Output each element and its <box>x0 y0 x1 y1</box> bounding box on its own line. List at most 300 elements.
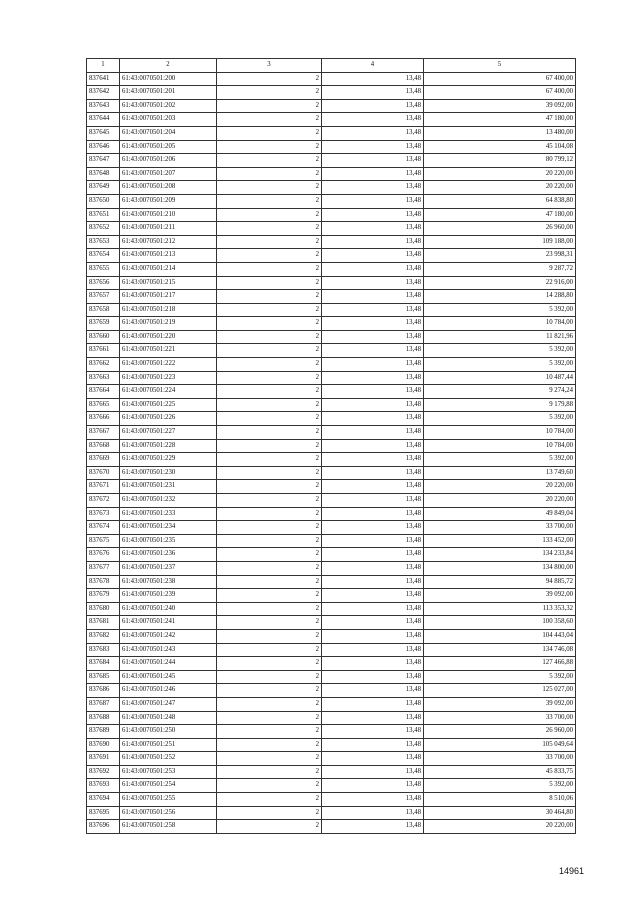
cadastral-number-cell: 61:43:0070501:220 <box>120 330 217 344</box>
row-number-cell: 837685 <box>87 670 120 684</box>
zone-code-cell: 2 <box>217 453 322 467</box>
cadastral-number-cell: 61:43:0070501:214 <box>120 262 217 276</box>
cadastral-number-cell: 61:43:0070501:229 <box>120 453 217 467</box>
table-row <box>87 507 576 521</box>
row-number-cell: 837649 <box>87 181 120 195</box>
row-number-cell: 837659 <box>87 317 120 331</box>
zone-code-cell: 2 <box>217 480 322 494</box>
row-number-cell: 837696 <box>87 820 120 834</box>
zone-code-cell: 2 <box>217 426 322 440</box>
table-row <box>87 657 576 671</box>
table-row <box>87 480 576 494</box>
zone-code-cell: 2 <box>217 738 322 752</box>
cadastral-number-cell: 61:43:0070501:243 <box>120 643 217 657</box>
rate-value-cell: 13,48 <box>322 208 424 222</box>
zone-code-cell: 2 <box>217 534 322 548</box>
row-number-cell: 837688 <box>87 711 120 725</box>
rate-value-cell: 13,48 <box>322 453 424 467</box>
cadastral-value-cell: 20 220,00 <box>424 181 576 195</box>
table-body <box>87 72 576 833</box>
cadastral-value-table <box>86 58 576 834</box>
row-number-cell: 837672 <box>87 494 120 508</box>
rate-value-cell: 13,48 <box>322 249 424 263</box>
zone-code-cell: 2 <box>217 670 322 684</box>
cadastral-number-cell: 61:43:0070501:240 <box>120 602 217 616</box>
table-row <box>87 344 576 358</box>
cadastral-value-cell: 26 960,00 <box>424 725 576 739</box>
row-number-cell: 837651 <box>87 208 120 222</box>
cadastral-number-cell: 61:43:0070501:211 <box>120 222 217 236</box>
rate-value-cell: 13,48 <box>322 752 424 766</box>
table-row <box>87 561 576 575</box>
zone-code-cell: 2 <box>217 385 322 399</box>
table-row <box>87 711 576 725</box>
zone-code-cell: 2 <box>217 521 322 535</box>
zone-code-cell: 2 <box>217 697 322 711</box>
rate-value-cell: 13,48 <box>322 222 424 236</box>
row-number-cell: 837668 <box>87 439 120 453</box>
zone-code-cell: 2 <box>217 276 322 290</box>
rate-value-cell: 13,48 <box>322 113 424 127</box>
zone-code-cell: 2 <box>217 317 322 331</box>
row-number-cell: 837653 <box>87 235 120 249</box>
rate-value-cell: 13,48 <box>322 167 424 181</box>
cadastral-value-cell: 100 358,60 <box>424 616 576 630</box>
table-row <box>87 779 576 793</box>
cadastral-number-cell: 61:43:0070501:206 <box>120 154 217 168</box>
cadastral-number-cell: 61:43:0070501:218 <box>120 303 217 317</box>
cadastral-number-cell: 61:43:0070501:221 <box>120 344 217 358</box>
rate-value-cell: 13,48 <box>322 358 424 372</box>
table-header-row <box>87 59 576 73</box>
row-number-cell: 837648 <box>87 167 120 181</box>
cadastral-number-cell: 61:43:0070501:225 <box>120 398 217 412</box>
table-row <box>87 643 576 657</box>
rate-value-cell: 13,48 <box>322 303 424 317</box>
rate-value-cell: 13,48 <box>322 643 424 657</box>
row-number-cell: 837679 <box>87 589 120 603</box>
cadastral-value-cell: 45 833,75 <box>424 765 576 779</box>
zone-code-cell: 2 <box>217 140 322 154</box>
cadastral-number-cell: 61:43:0070501:230 <box>120 466 217 480</box>
zone-code-cell: 2 <box>217 684 322 698</box>
row-number-cell: 837665 <box>87 398 120 412</box>
rate-value-cell: 13,48 <box>322 684 424 698</box>
page-number: 14961 <box>558 866 584 876</box>
cadastral-value-cell: 67 400,00 <box>424 86 576 100</box>
zone-code-cell: 2 <box>217 643 322 657</box>
zone-code-cell: 2 <box>217 779 322 793</box>
rate-value-cell: 13,48 <box>322 725 424 739</box>
rate-value-cell: 13,48 <box>322 412 424 426</box>
table-row <box>87 317 576 331</box>
row-number-cell: 837646 <box>87 140 120 154</box>
zone-code-cell: 2 <box>217 113 322 127</box>
cadastral-number-cell: 61:43:0070501:253 <box>120 765 217 779</box>
cadastral-value-cell: 133 452,00 <box>424 534 576 548</box>
table-row <box>87 426 576 440</box>
zone-code-cell: 2 <box>217 602 322 616</box>
row-number-cell: 837689 <box>87 725 120 739</box>
table-row <box>87 398 576 412</box>
zone-code-cell: 2 <box>217 657 322 671</box>
cadastral-value-cell: 5 392,00 <box>424 453 576 467</box>
rate-value-cell: 13,48 <box>322 494 424 508</box>
row-number-cell: 837671 <box>87 480 120 494</box>
zone-code-cell: 2 <box>217 711 322 725</box>
cadastral-number-cell: 61:43:0070501:210 <box>120 208 217 222</box>
cadastral-value-cell: 13 749,60 <box>424 466 576 480</box>
zone-code-cell: 2 <box>217 494 322 508</box>
cadastral-number-cell: 61:43:0070501:202 <box>120 99 217 113</box>
table-row <box>87 262 576 276</box>
rate-value-cell: 13,48 <box>322 126 424 140</box>
cadastral-number-cell: 61:43:0070501:226 <box>120 412 217 426</box>
cadastral-value-cell: 20 220,00 <box>424 820 576 834</box>
rate-value-cell: 13,48 <box>322 765 424 779</box>
cadastral-number-cell: 61:43:0070501:250 <box>120 725 217 739</box>
zone-code-cell: 2 <box>217 507 322 521</box>
row-number-cell: 837690 <box>87 738 120 752</box>
cadastral-value-cell: 47 180,00 <box>424 113 576 127</box>
rate-value-cell: 13,48 <box>322 426 424 440</box>
table-row <box>87 765 576 779</box>
table-row <box>87 752 576 766</box>
cadastral-number-cell: 61:43:0070501:234 <box>120 521 217 535</box>
table-row <box>87 738 576 752</box>
cadastral-number-cell: 61:43:0070501:219 <box>120 317 217 331</box>
table-row <box>87 548 576 562</box>
row-number-cell: 837662 <box>87 358 120 372</box>
row-number-cell: 837663 <box>87 371 120 385</box>
rate-value-cell: 13,48 <box>322 561 424 575</box>
rate-value-cell: 13,48 <box>322 793 424 807</box>
cadastral-number-cell: 61:43:0070501:236 <box>120 548 217 562</box>
table-row <box>87 276 576 290</box>
rate-value-cell: 13,48 <box>322 140 424 154</box>
table-row <box>87 521 576 535</box>
row-number-cell: 837645 <box>87 126 120 140</box>
rate-value-cell: 13,48 <box>322 72 424 86</box>
cadastral-value-cell: 104 443,04 <box>424 629 576 643</box>
row-number-cell: 837687 <box>87 697 120 711</box>
zone-code-cell: 2 <box>217 290 322 304</box>
table-row <box>87 113 576 127</box>
zone-code-cell: 2 <box>217 194 322 208</box>
zone-code-cell: 2 <box>217 358 322 372</box>
rate-value-cell: 13,48 <box>322 181 424 195</box>
row-number-cell: 837686 <box>87 684 120 698</box>
row-number-cell: 837656 <box>87 276 120 290</box>
rate-value-cell: 13,48 <box>322 385 424 399</box>
cadastral-number-cell: 61:43:0070501:207 <box>120 167 217 181</box>
cadastral-number-cell: 61:43:0070501:242 <box>120 629 217 643</box>
cadastral-value-cell: 14 288,80 <box>424 290 576 304</box>
row-number-cell: 837643 <box>87 99 120 113</box>
cadastral-number-cell: 61:43:0070501:233 <box>120 507 217 521</box>
row-number-cell: 837678 <box>87 575 120 589</box>
cadastral-number-cell: 61:43:0070501:212 <box>120 235 217 249</box>
cadastral-value-cell: 134 746,08 <box>424 643 576 657</box>
rate-value-cell: 13,48 <box>322 820 424 834</box>
cadastral-number-cell: 61:43:0070501:209 <box>120 194 217 208</box>
cadastral-value-cell: 5 392,00 <box>424 412 576 426</box>
cadastral-number-cell: 61:43:0070501:224 <box>120 385 217 399</box>
rate-value-cell: 13,48 <box>322 602 424 616</box>
row-number-cell: 837682 <box>87 629 120 643</box>
rate-value-cell: 13,48 <box>322 697 424 711</box>
cadastral-value-cell: 47 180,00 <box>424 208 576 222</box>
row-number-cell: 837658 <box>87 303 120 317</box>
cadastral-number-cell: 61:43:0070501:213 <box>120 249 217 263</box>
cadastral-value-cell: 39 092,00 <box>424 99 576 113</box>
row-number-cell: 837674 <box>87 521 120 535</box>
rate-value-cell: 13,48 <box>322 344 424 358</box>
rate-value-cell: 13,48 <box>322 657 424 671</box>
table-row <box>87 385 576 399</box>
table-row <box>87 494 576 508</box>
cadastral-value-cell: 9 179,88 <box>424 398 576 412</box>
cadastral-value-cell: 30 464,80 <box>424 806 576 820</box>
rate-value-cell: 13,48 <box>322 670 424 684</box>
table-row <box>87 793 576 807</box>
rate-value-cell: 13,48 <box>322 779 424 793</box>
rate-value-cell: 13,48 <box>322 235 424 249</box>
header-col-3: 3 <box>217 59 322 73</box>
rate-value-cell: 13,48 <box>322 616 424 630</box>
row-number-cell: 837676 <box>87 548 120 562</box>
rate-value-cell: 13,48 <box>322 262 424 276</box>
cadastral-value-cell: 26 960,00 <box>424 222 576 236</box>
rate-value-cell: 13,48 <box>322 548 424 562</box>
table-row <box>87 534 576 548</box>
cadastral-number-cell: 61:43:0070501:256 <box>120 806 217 820</box>
cadastral-value-cell: 67 400,00 <box>424 72 576 86</box>
cadastral-value-cell: 5 392,00 <box>424 303 576 317</box>
cadastral-value-cell: 33 700,00 <box>424 711 576 725</box>
zone-code-cell: 2 <box>217 181 322 195</box>
cadastral-value-cell: 5 392,00 <box>424 344 576 358</box>
zone-code-cell: 2 <box>217 249 322 263</box>
row-number-cell: 837692 <box>87 765 120 779</box>
rate-value-cell: 13,48 <box>322 86 424 100</box>
table-row <box>87 371 576 385</box>
table-row <box>87 439 576 453</box>
cadastral-value-cell: 11 821,96 <box>424 330 576 344</box>
rate-value-cell: 13,48 <box>322 330 424 344</box>
table-row <box>87 820 576 834</box>
cadastral-value-cell: 45 104,08 <box>424 140 576 154</box>
cadastral-value-cell: 22 916,00 <box>424 276 576 290</box>
cadastral-number-cell: 61:43:0070501:205 <box>120 140 217 154</box>
zone-code-cell: 2 <box>217 725 322 739</box>
zone-code-cell: 2 <box>217 235 322 249</box>
zone-code-cell: 2 <box>217 72 322 86</box>
table-row <box>87 616 576 630</box>
table-row <box>87 99 576 113</box>
row-number-cell: 837647 <box>87 154 120 168</box>
zone-code-cell: 2 <box>217 793 322 807</box>
row-number-cell: 837695 <box>87 806 120 820</box>
cadastral-value-cell: 5 392,00 <box>424 779 576 793</box>
cadastral-number-cell: 61:43:0070501:228 <box>120 439 217 453</box>
rate-value-cell: 13,48 <box>322 534 424 548</box>
rate-value-cell: 13,48 <box>322 276 424 290</box>
zone-code-cell: 2 <box>217 752 322 766</box>
header-col-2: 2 <box>120 59 217 73</box>
zone-code-cell: 2 <box>217 208 322 222</box>
row-number-cell: 837641 <box>87 72 120 86</box>
zone-code-cell: 2 <box>217 398 322 412</box>
cadastral-number-cell: 61:43:0070501:255 <box>120 793 217 807</box>
cadastral-value-cell: 5 392,00 <box>424 670 576 684</box>
zone-code-cell: 2 <box>217 99 322 113</box>
row-number-cell: 837666 <box>87 412 120 426</box>
row-number-cell: 837667 <box>87 426 120 440</box>
row-number-cell: 837683 <box>87 643 120 657</box>
cadastral-value-cell: 5 392,00 <box>424 358 576 372</box>
rate-value-cell: 13,48 <box>322 371 424 385</box>
zone-code-cell: 2 <box>217 589 322 603</box>
table-row <box>87 72 576 86</box>
header-col-1: 1 <box>87 59 120 73</box>
cadastral-value-cell: 10 784,00 <box>424 439 576 453</box>
cadastral-value-cell: 80 799,12 <box>424 154 576 168</box>
zone-code-cell: 2 <box>217 126 322 140</box>
table-row <box>87 602 576 616</box>
cadastral-number-cell: 61:43:0070501:258 <box>120 820 217 834</box>
row-number-cell: 837644 <box>87 113 120 127</box>
zone-code-cell: 2 <box>217 86 322 100</box>
cadastral-number-cell: 61:43:0070501:208 <box>120 181 217 195</box>
row-number-cell: 837654 <box>87 249 120 263</box>
table-row <box>87 466 576 480</box>
rate-value-cell: 13,48 <box>322 738 424 752</box>
cadastral-number-cell: 61:43:0070501:248 <box>120 711 217 725</box>
row-number-cell: 837684 <box>87 657 120 671</box>
row-number-cell: 837655 <box>87 262 120 276</box>
cadastral-value-cell: 33 700,00 <box>424 752 576 766</box>
cadastral-value-cell: 109 188,00 <box>424 235 576 249</box>
table-row <box>87 806 576 820</box>
zone-code-cell: 2 <box>217 765 322 779</box>
table-row <box>87 194 576 208</box>
table-row <box>87 222 576 236</box>
cadastral-value-cell: 134 800,00 <box>424 561 576 575</box>
cadastral-number-cell: 61:43:0070501:204 <box>120 126 217 140</box>
header-col-5: 5 <box>424 59 576 73</box>
rate-value-cell: 13,48 <box>322 466 424 480</box>
cadastral-value-cell: 39 092,00 <box>424 589 576 603</box>
cadastral-value-cell: 39 092,00 <box>424 697 576 711</box>
cadastral-number-cell: 61:43:0070501:203 <box>120 113 217 127</box>
table-row <box>87 181 576 195</box>
cadastral-number-cell: 61:43:0070501:244 <box>120 657 217 671</box>
table-row <box>87 249 576 263</box>
row-number-cell: 837677 <box>87 561 120 575</box>
row-number-cell: 837694 <box>87 793 120 807</box>
cadastral-number-cell: 61:43:0070501:241 <box>120 616 217 630</box>
rate-value-cell: 13,48 <box>322 521 424 535</box>
row-number-cell: 837675 <box>87 534 120 548</box>
row-number-cell: 837669 <box>87 453 120 467</box>
cadastral-number-cell: 61:43:0070501:201 <box>120 86 217 100</box>
cadastral-number-cell: 61:43:0070501:227 <box>120 426 217 440</box>
cadastral-number-cell: 61:43:0070501:222 <box>120 358 217 372</box>
table-row <box>87 290 576 304</box>
header-col-4: 4 <box>322 59 424 73</box>
cadastral-number-cell: 61:43:0070501:251 <box>120 738 217 752</box>
cadastral-value-cell: 20 220,00 <box>424 480 576 494</box>
table-row <box>87 140 576 154</box>
zone-code-cell: 2 <box>217 222 322 236</box>
table-row <box>87 589 576 603</box>
zone-code-cell: 2 <box>217 820 322 834</box>
row-number-cell: 837652 <box>87 222 120 236</box>
zone-code-cell: 2 <box>217 466 322 480</box>
rate-value-cell: 13,48 <box>322 507 424 521</box>
rate-value-cell: 13,48 <box>322 480 424 494</box>
cadastral-value-cell: 10 784,00 <box>424 317 576 331</box>
zone-code-cell: 2 <box>217 303 322 317</box>
cadastral-value-cell: 13 480,00 <box>424 126 576 140</box>
row-number-cell: 837660 <box>87 330 120 344</box>
cadastral-value-cell: 105 049,64 <box>424 738 576 752</box>
table-row <box>87 670 576 684</box>
cadastral-value-cell: 125 027,00 <box>424 684 576 698</box>
table-row <box>87 154 576 168</box>
cadastral-number-cell: 61:43:0070501:238 <box>120 575 217 589</box>
row-number-cell: 837691 <box>87 752 120 766</box>
zone-code-cell: 2 <box>217 806 322 820</box>
row-number-cell: 837661 <box>87 344 120 358</box>
rate-value-cell: 13,48 <box>322 398 424 412</box>
rate-value-cell: 13,48 <box>322 589 424 603</box>
cadastral-number-cell: 61:43:0070501:247 <box>120 697 217 711</box>
table-row <box>87 235 576 249</box>
cadastral-number-cell: 61:43:0070501:252 <box>120 752 217 766</box>
rate-value-cell: 13,48 <box>322 806 424 820</box>
row-number-cell: 837657 <box>87 290 120 304</box>
cadastral-value-cell: 9 287,72 <box>424 262 576 276</box>
zone-code-cell: 2 <box>217 344 322 358</box>
cadastral-value-cell: 20 220,00 <box>424 167 576 181</box>
table-row <box>87 575 576 589</box>
row-number-cell: 837680 <box>87 602 120 616</box>
table-row <box>87 629 576 643</box>
rate-value-cell: 13,48 <box>322 317 424 331</box>
rate-value-cell: 13,48 <box>322 711 424 725</box>
cadastral-number-cell: 61:43:0070501:237 <box>120 561 217 575</box>
cadastral-number-cell: 61:43:0070501:245 <box>120 670 217 684</box>
rate-value-cell: 13,48 <box>322 290 424 304</box>
row-number-cell: 837681 <box>87 616 120 630</box>
row-number-cell: 837664 <box>87 385 120 399</box>
zone-code-cell: 2 <box>217 439 322 453</box>
row-number-cell: 837642 <box>87 86 120 100</box>
row-number-cell: 837673 <box>87 507 120 521</box>
rate-value-cell: 13,48 <box>322 575 424 589</box>
cadastral-value-cell: 127 466,88 <box>424 657 576 671</box>
row-number-cell: 837650 <box>87 194 120 208</box>
zone-code-cell: 2 <box>217 371 322 385</box>
table-row <box>87 697 576 711</box>
cadastral-number-cell: 61:43:0070501:215 <box>120 276 217 290</box>
cadastral-number-cell: 61:43:0070501:231 <box>120 480 217 494</box>
zone-code-cell: 2 <box>217 262 322 276</box>
zone-code-cell: 2 <box>217 575 322 589</box>
table-row <box>87 412 576 426</box>
